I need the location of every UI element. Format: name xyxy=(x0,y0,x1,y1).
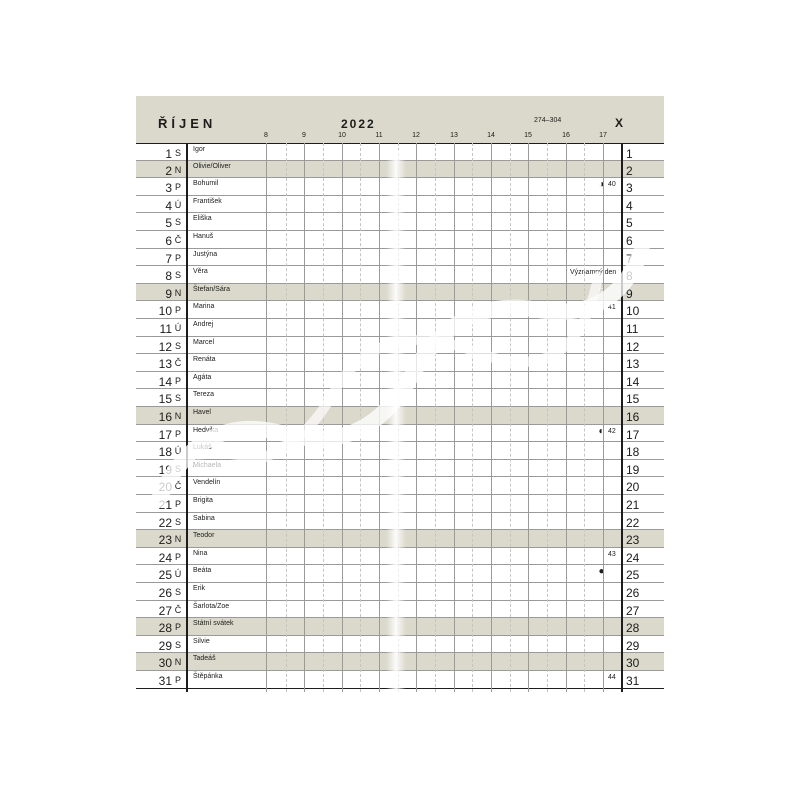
weekday-letter: P xyxy=(174,675,181,685)
hour-line xyxy=(584,143,585,692)
hour-line xyxy=(528,143,529,692)
day-number: 25 xyxy=(158,568,172,583)
weekday-letter: S xyxy=(174,393,181,404)
name-day: Brigita xyxy=(193,497,213,504)
day-number-right: 23 xyxy=(626,533,640,548)
day-number-right: 3 xyxy=(626,181,633,196)
hour-label: 12 xyxy=(412,132,420,139)
day-number-right: 24 xyxy=(626,550,640,565)
day-number: 13 xyxy=(158,357,172,372)
hour-label: 15 xyxy=(524,132,532,139)
day-number: 20 xyxy=(158,480,172,495)
hour-label: 16 xyxy=(562,132,570,139)
day-number-right: 8 xyxy=(626,269,633,284)
weekday-letter: N xyxy=(174,287,182,298)
day-number-right: 18 xyxy=(626,445,640,460)
day-number-right: 11 xyxy=(626,322,639,336)
day-number: 6 xyxy=(165,234,172,248)
day-number-right: 19 xyxy=(626,462,640,477)
name-day: Tadeáš xyxy=(193,655,216,663)
day-number: 12 xyxy=(158,339,172,354)
day-number: 10 xyxy=(158,304,172,319)
day-number: 5 xyxy=(165,216,172,231)
weekday-letter: Ú xyxy=(174,569,182,580)
day-number-right: 29 xyxy=(626,638,640,653)
weekday-letter: S xyxy=(174,148,181,158)
name-day: Lukáš xyxy=(193,444,212,452)
weekday-letter: P xyxy=(174,182,181,193)
hour-line xyxy=(435,143,436,692)
day-number: 4 xyxy=(165,198,172,213)
day-number: 19 xyxy=(158,462,172,477)
day-number: 3 xyxy=(165,181,172,196)
name-day: Hedvika xyxy=(193,426,219,434)
calendar-header xyxy=(136,96,664,143)
day-number: 16 xyxy=(158,410,172,424)
name-day: Igor xyxy=(193,146,206,153)
hour-label: 8 xyxy=(264,132,268,139)
day-number: 18 xyxy=(158,445,172,460)
day-number-right: 28 xyxy=(626,621,640,636)
name-day: Michaela xyxy=(193,461,222,469)
name-day: Marcel xyxy=(193,338,215,346)
hour-label: 13 xyxy=(450,132,458,139)
month-name: ŘÍJEN xyxy=(158,116,217,131)
day-number-right: 31 xyxy=(626,674,640,688)
day-number: 8 xyxy=(165,269,172,284)
day-number-right: 26 xyxy=(626,586,640,600)
full-moon-icon: ○ xyxy=(598,284,605,296)
weekday-letter: P xyxy=(174,551,181,562)
name-day: Erik xyxy=(193,585,206,592)
hour-line xyxy=(360,143,361,692)
day-number: 27 xyxy=(158,603,172,618)
name-day: Teodor xyxy=(193,532,215,540)
day-number: 2 xyxy=(165,163,172,178)
day-number-right: 25 xyxy=(626,568,640,583)
day-number-right: 2 xyxy=(626,163,633,178)
weekday-letter: P xyxy=(174,375,181,386)
hour-line xyxy=(286,143,287,692)
week-number: 41 xyxy=(608,304,616,312)
day-number: 9 xyxy=(165,286,172,301)
day-of-year-range: 274–304 xyxy=(534,117,562,124)
weekday-letter: Ú xyxy=(174,446,182,457)
day-number: 30 xyxy=(158,656,172,671)
weekday-letter: Č xyxy=(174,604,182,615)
name-day: Silvie xyxy=(193,637,210,645)
hour-line xyxy=(491,143,492,692)
weekday-letter: Ú xyxy=(174,323,182,333)
hour-line xyxy=(472,143,473,692)
first-quarter-moon-icon: ◑ xyxy=(598,179,605,191)
name-day: Marina xyxy=(193,303,215,311)
weekday-letter: N xyxy=(174,657,182,668)
day-number: 23 xyxy=(158,533,172,548)
day-number-right: 4 xyxy=(626,198,633,213)
hour-line xyxy=(266,143,267,692)
hour-line xyxy=(547,143,548,692)
day-number-right: 21 xyxy=(626,498,640,512)
day-number: 15 xyxy=(158,392,172,407)
name-day: Beáta xyxy=(193,567,212,575)
day-number: 11 xyxy=(159,322,172,336)
weekday-letter: P xyxy=(174,499,181,509)
hour-line xyxy=(566,143,567,692)
weekday-letter: N xyxy=(174,411,182,421)
notable-day-label: Významný den xyxy=(570,269,617,277)
day-number: 21 xyxy=(158,498,172,512)
hour-label: 11 xyxy=(375,132,383,139)
day-number-right: 17 xyxy=(626,427,640,442)
day-number-right: 22 xyxy=(626,515,640,530)
name-day: Vendelín xyxy=(193,479,221,487)
weekday-letter: Č xyxy=(174,481,182,492)
name-day: Hanuš xyxy=(193,233,214,240)
weekday-letter: N xyxy=(174,164,182,175)
weekday-letter: S xyxy=(174,639,181,650)
hour-label: 17 xyxy=(599,132,607,139)
weekday-letter: S xyxy=(174,270,181,281)
new-moon-icon: ● xyxy=(598,566,605,578)
weekday-letter: S xyxy=(174,340,181,351)
hour-line xyxy=(304,143,305,692)
roman-month: X xyxy=(615,116,624,130)
hour-line xyxy=(510,143,511,692)
day-number-right: 30 xyxy=(626,656,640,671)
name-day: Tereza xyxy=(193,391,215,399)
week-number: 40 xyxy=(608,181,616,189)
day-number: 7 xyxy=(165,251,172,266)
hour-line xyxy=(379,143,380,692)
day-number-right: 14 xyxy=(626,374,640,389)
weekday-letter: P xyxy=(174,252,181,263)
weekday-letter: S xyxy=(174,516,181,527)
day-number-right: 15 xyxy=(626,392,640,407)
day-number-right: 10 xyxy=(626,304,640,319)
last-quarter-moon-icon: ◐ xyxy=(598,425,605,437)
weekday-letter: Ú xyxy=(174,199,182,210)
hour-line xyxy=(454,143,455,692)
day-number-right: 13 xyxy=(626,357,640,372)
day-number-right: 6 xyxy=(626,234,633,248)
weekday-letter: S xyxy=(174,587,181,597)
date-column-divider xyxy=(186,143,188,692)
day-number-right: 20 xyxy=(626,480,640,495)
name-day: Štefan/Sára xyxy=(193,285,230,293)
week-number: 44 xyxy=(608,674,616,681)
weekday-letter: Č xyxy=(174,358,182,369)
name-day: Věra xyxy=(193,268,208,276)
weekday-letter: P xyxy=(174,428,181,439)
weekday-letter: S xyxy=(174,217,181,228)
name-day: Justýna xyxy=(193,250,218,258)
name-day: Státní svátek xyxy=(193,620,234,628)
watermark-stripe xyxy=(386,150,406,710)
hour-line xyxy=(416,143,417,692)
day-number-right: 12 xyxy=(626,339,640,354)
day-number: 24 xyxy=(158,550,172,565)
name-day: Havel xyxy=(193,409,211,416)
name-day: Sabina xyxy=(193,514,215,522)
hour-line xyxy=(323,143,324,692)
weekday-letter: Č xyxy=(174,235,182,245)
name-day: Agáta xyxy=(193,373,212,381)
weekday-letter: N xyxy=(174,534,182,545)
day-number-right: 27 xyxy=(626,603,640,618)
name-day: Štěpánka xyxy=(193,673,223,680)
weekday-letter: S xyxy=(174,463,181,474)
week-number: 42 xyxy=(608,427,616,435)
name-day: Šarlota/Zoe xyxy=(193,602,230,610)
name-day: Eliška xyxy=(193,215,212,223)
name-day: Renáta xyxy=(193,356,216,364)
right-date-column-divider xyxy=(621,143,623,692)
day-number: 14 xyxy=(158,374,172,389)
weekday-letter: P xyxy=(174,305,181,316)
day-number: 31 xyxy=(158,674,172,688)
day-number: 22 xyxy=(158,515,172,530)
name-day: Andrej xyxy=(193,321,214,328)
day-number: 29 xyxy=(158,638,172,653)
weekday-letter: P xyxy=(174,622,181,633)
name-day: František xyxy=(193,197,222,205)
day-number: 1 xyxy=(165,147,172,161)
year: 2022 xyxy=(341,117,376,131)
hour-label: 14 xyxy=(487,132,495,139)
week-number: 43 xyxy=(608,550,616,558)
name-day: Bohumil xyxy=(193,180,219,188)
day-number-right: 9 xyxy=(626,286,633,301)
hour-line xyxy=(603,143,604,692)
day-number: 26 xyxy=(158,586,172,600)
day-number-right: 1 xyxy=(626,147,633,161)
hour-label: 9 xyxy=(302,132,306,139)
name-day: Olivie/Oliver xyxy=(193,162,231,170)
day-number-right: 16 xyxy=(626,410,640,424)
day-number: 28 xyxy=(158,621,172,636)
day-number-right: 7 xyxy=(626,251,633,266)
day-number: 17 xyxy=(158,427,172,442)
name-day: Nina xyxy=(193,549,208,557)
hour-line xyxy=(342,143,343,692)
day-number-right: 5 xyxy=(626,216,633,231)
hour-label: 10 xyxy=(338,132,346,139)
